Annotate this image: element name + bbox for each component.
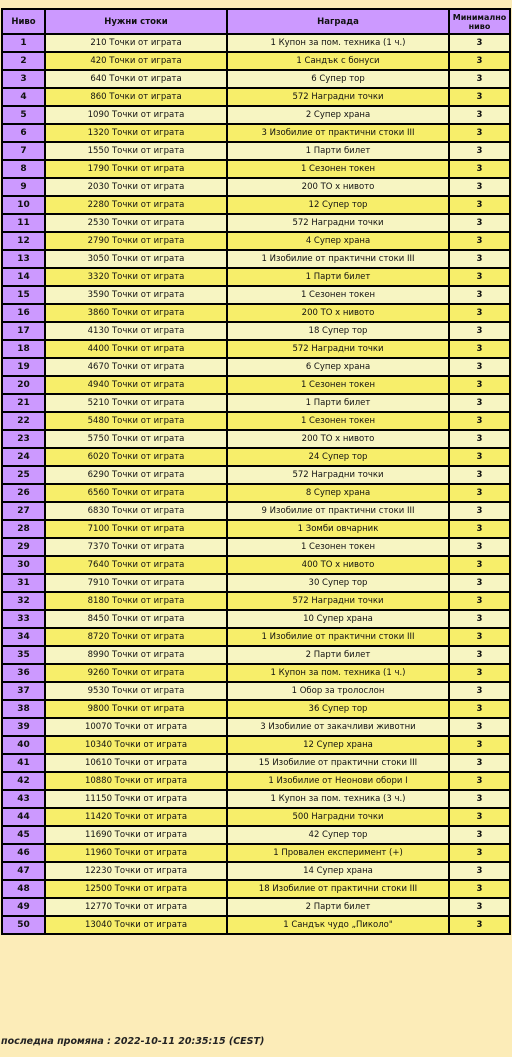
cell-level: 45 (2, 826, 45, 844)
cell-level: 12 (2, 232, 45, 250)
cell-level: 2 (2, 52, 45, 70)
table-row (2, 682, 510, 700)
cell-reward: 9 Изобилие от практични стоки III (227, 502, 449, 520)
table-row (2, 520, 510, 538)
cell-min-level: 3 (449, 502, 510, 520)
cell-reward: 200 ТО x нивото (227, 430, 449, 448)
cell-level: 6 (2, 124, 45, 142)
cell-level: 34 (2, 628, 45, 646)
cell-min-level: 3 (449, 394, 510, 412)
cell-level: 29 (2, 538, 45, 556)
cell-level: 24 (2, 448, 45, 466)
header-needed-goods: Нужни стоки (45, 9, 227, 34)
cell-level: 35 (2, 646, 45, 664)
cell-needed-goods: 4670 Точки от играта (45, 358, 227, 376)
table-row (2, 484, 510, 502)
cell-needed-goods: 4400 Точки от играта (45, 340, 227, 358)
cell-level: 25 (2, 466, 45, 484)
cell-min-level: 3 (449, 412, 510, 430)
table-row (2, 538, 510, 556)
cell-needed-goods: 6020 Точки от играта (45, 448, 227, 466)
cell-reward: 572 Наградни точки (227, 592, 449, 610)
table-row (2, 790, 510, 808)
cell-reward: 12 Супер храна (227, 736, 449, 754)
cell-level: 43 (2, 790, 45, 808)
cell-min-level: 3 (449, 34, 510, 52)
cell-min-level: 3 (449, 682, 510, 700)
cell-reward: 572 Наградни точки (227, 340, 449, 358)
table-row (2, 880, 510, 898)
cell-reward: 1 Сандък с бонуси (227, 52, 449, 70)
cell-needed-goods: 11690 Точки от играта (45, 826, 227, 844)
cell-needed-goods: 4940 Точки от играта (45, 376, 227, 394)
cell-reward: 200 ТО x нивото (227, 178, 449, 196)
last-modified-footer: последна промяна : 2022-10-11 20:35:15 (CEST) (1, 1036, 265, 1047)
cell-level: 44 (2, 808, 45, 826)
cell-min-level: 3 (449, 322, 510, 340)
cell-min-level: 3 (449, 268, 510, 286)
cell-min-level: 3 (449, 214, 510, 232)
table-row (2, 898, 510, 916)
cell-reward: 1 Провален експеримент (+) (227, 844, 449, 862)
cell-level: 37 (2, 682, 45, 700)
cell-reward: 8 Супер храна (227, 484, 449, 502)
cell-needed-goods: 8720 Точки от играта (45, 628, 227, 646)
cell-reward: 1 Купон за пом. техника (1 ч.) (227, 664, 449, 682)
cell-needed-goods: 210 Точки от играта (45, 34, 227, 52)
cell-needed-goods: 10610 Точки от играта (45, 754, 227, 772)
table-row (2, 862, 510, 880)
cell-min-level: 3 (449, 556, 510, 574)
cell-reward: 2 Парти билет (227, 898, 449, 916)
cell-reward: 1 Сезонен токен (227, 160, 449, 178)
cell-reward: 24 Супер тор (227, 448, 449, 466)
cell-reward: 1 Изобилие от практични стоки III (227, 250, 449, 268)
cell-reward: 1 Купон за пом. техника (3 ч.) (227, 790, 449, 808)
cell-min-level: 3 (449, 754, 510, 772)
cell-needed-goods: 3050 Точки от играта (45, 250, 227, 268)
cell-level: 38 (2, 700, 45, 718)
cell-min-level: 3 (449, 646, 510, 664)
cell-needed-goods: 9530 Точки от играта (45, 682, 227, 700)
table-row (2, 466, 510, 484)
cell-needed-goods: 3860 Точки от играта (45, 304, 227, 322)
cell-min-level: 3 (449, 142, 510, 160)
cell-needed-goods: 10880 Точки от играта (45, 772, 227, 790)
cell-min-level: 3 (449, 664, 510, 682)
cell-min-level: 3 (449, 358, 510, 376)
cell-level: 13 (2, 250, 45, 268)
cell-min-level: 3 (449, 232, 510, 250)
cell-needed-goods: 9260 Точки от играта (45, 664, 227, 682)
table-row (2, 808, 510, 826)
cell-needed-goods: 5750 Точки от играта (45, 430, 227, 448)
table-row (2, 628, 510, 646)
cell-level: 30 (2, 556, 45, 574)
cell-min-level: 3 (449, 772, 510, 790)
cell-needed-goods: 860 Точки от играта (45, 88, 227, 106)
cell-needed-goods: 3590 Точки от играта (45, 286, 227, 304)
cell-min-level: 3 (449, 376, 510, 394)
cell-level: 16 (2, 304, 45, 322)
cell-level: 7 (2, 142, 45, 160)
cell-needed-goods: 5210 Точки от играта (45, 394, 227, 412)
cell-needed-goods: 10070 Точки от играта (45, 718, 227, 736)
cell-reward: 6 Супер тор (227, 70, 449, 88)
cell-min-level: 3 (449, 304, 510, 322)
cell-reward: 1 Изобилие от Неонови обори I (227, 772, 449, 790)
cell-level: 47 (2, 862, 45, 880)
cell-min-level: 3 (449, 106, 510, 124)
table-row (2, 160, 510, 178)
table-header-row (2, 9, 510, 34)
cell-min-level: 3 (449, 196, 510, 214)
cell-needed-goods: 1090 Точки от играта (45, 106, 227, 124)
cell-level: 14 (2, 268, 45, 286)
cell-min-level: 3 (449, 286, 510, 304)
cell-min-level: 3 (449, 466, 510, 484)
cell-level: 17 (2, 322, 45, 340)
table-row (2, 376, 510, 394)
table-row (2, 250, 510, 268)
cell-needed-goods: 6560 Точки от играта (45, 484, 227, 502)
cell-needed-goods: 12500 Точки от играта (45, 880, 227, 898)
cell-needed-goods: 11960 Точки от играта (45, 844, 227, 862)
cell-reward: 1 Сезонен токен (227, 538, 449, 556)
cell-min-level: 3 (449, 520, 510, 538)
cell-min-level: 3 (449, 88, 510, 106)
cell-reward: 1 Сандък чудо „Пиколо" (227, 916, 449, 934)
cell-needed-goods: 9800 Точки от играта (45, 700, 227, 718)
cell-needed-goods: 7100 Точки от играта (45, 520, 227, 538)
cell-reward: 500 Наградни точки (227, 808, 449, 826)
cell-reward: 572 Наградни точки (227, 466, 449, 484)
cell-needed-goods: 4130 Точки от играта (45, 322, 227, 340)
cell-min-level: 3 (449, 574, 510, 592)
cell-needed-goods: 6830 Точки от играта (45, 502, 227, 520)
cell-needed-goods: 12230 Точки от играта (45, 862, 227, 880)
cell-needed-goods: 11420 Точки от играта (45, 808, 227, 826)
cell-min-level: 3 (449, 592, 510, 610)
cell-min-level: 3 (449, 430, 510, 448)
cell-level: 39 (2, 718, 45, 736)
cell-needed-goods: 8990 Точки от играта (45, 646, 227, 664)
cell-level: 48 (2, 880, 45, 898)
cell-needed-goods: 420 Точки от играта (45, 52, 227, 70)
header-min-level: Минимално ниво (449, 9, 510, 34)
cell-needed-goods: 13040 Точки от играта (45, 916, 227, 934)
cell-needed-goods: 7640 Точки от играта (45, 556, 227, 574)
cell-level: 15 (2, 286, 45, 304)
cell-reward: 1 Сезонен токен (227, 412, 449, 430)
cell-needed-goods: 7370 Точки от играта (45, 538, 227, 556)
cell-level: 32 (2, 592, 45, 610)
table-row (2, 700, 510, 718)
cell-level: 8 (2, 160, 45, 178)
cell-reward: 2 Супер храна (227, 106, 449, 124)
table-row (2, 142, 510, 160)
table-row (2, 430, 510, 448)
cell-min-level: 3 (449, 340, 510, 358)
cell-reward: 42 Супер тор (227, 826, 449, 844)
cell-reward: 1 Парти билет (227, 142, 449, 160)
cell-needed-goods: 8180 Точки от играта (45, 592, 227, 610)
table-row (2, 556, 510, 574)
cell-reward: 4 Супер храна (227, 232, 449, 250)
cell-level: 23 (2, 430, 45, 448)
cell-level: 4 (2, 88, 45, 106)
cell-min-level: 3 (449, 70, 510, 88)
header-reward: Награда (227, 9, 449, 34)
cell-level: 36 (2, 664, 45, 682)
cell-min-level: 3 (449, 808, 510, 826)
rewards-table (1, 8, 511, 935)
cell-level: 10 (2, 196, 45, 214)
cell-level: 3 (2, 70, 45, 88)
cell-reward: 15 Изобилие от практични стоки III (227, 754, 449, 772)
table-row (2, 34, 510, 52)
table-row (2, 646, 510, 664)
cell-min-level: 3 (449, 610, 510, 628)
cell-needed-goods: 7910 Точки от играта (45, 574, 227, 592)
table-row (2, 106, 510, 124)
cell-min-level: 3 (449, 862, 510, 880)
table-row (2, 232, 510, 250)
cell-reward: 14 Супер храна (227, 862, 449, 880)
cell-reward: 200 ТО x нивото (227, 304, 449, 322)
cell-level: 5 (2, 106, 45, 124)
cell-reward: 3 Изобилие от практични стоки III (227, 124, 449, 142)
cell-reward: 36 Супер тор (227, 700, 449, 718)
table-row (2, 52, 510, 70)
cell-min-level: 3 (449, 700, 510, 718)
cell-reward: 18 Изобилие от практични стоки III (227, 880, 449, 898)
cell-min-level: 3 (449, 898, 510, 916)
table-row (2, 592, 510, 610)
cell-min-level: 3 (449, 448, 510, 466)
cell-min-level: 3 (449, 736, 510, 754)
cell-level: 20 (2, 376, 45, 394)
cell-needed-goods: 1790 Точки от играта (45, 160, 227, 178)
cell-level: 49 (2, 898, 45, 916)
cell-level: 1 (2, 34, 45, 52)
table-row (2, 826, 510, 844)
cell-min-level: 3 (449, 250, 510, 268)
cell-level: 18 (2, 340, 45, 358)
table-row (2, 916, 510, 934)
cell-level: 40 (2, 736, 45, 754)
cell-min-level: 3 (449, 844, 510, 862)
table-row (2, 754, 510, 772)
rewards-table-container (0, 8, 511, 935)
cell-needed-goods: 10340 Точки от играта (45, 736, 227, 754)
table-row (2, 196, 510, 214)
cell-needed-goods: 5480 Точки от играта (45, 412, 227, 430)
table-row (2, 610, 510, 628)
cell-level: 11 (2, 214, 45, 232)
cell-reward: 3 Изобилие от закачливи животни (227, 718, 449, 736)
table-row (2, 412, 510, 430)
cell-min-level: 3 (449, 178, 510, 196)
cell-needed-goods: 2280 Точки от играта (45, 196, 227, 214)
cell-reward: 10 Супер храна (227, 610, 449, 628)
cell-reward: 1 Изобилие от практични стоки III (227, 628, 449, 646)
cell-reward: 572 Наградни точки (227, 214, 449, 232)
table-row (2, 70, 510, 88)
table-row (2, 502, 510, 520)
table-body (2, 34, 510, 934)
table-row (2, 214, 510, 232)
cell-needed-goods: 1320 Точки от играта (45, 124, 227, 142)
cell-level: 41 (2, 754, 45, 772)
cell-needed-goods: 2790 Точки от играта (45, 232, 227, 250)
cell-level: 21 (2, 394, 45, 412)
cell-needed-goods: 3320 Точки от играта (45, 268, 227, 286)
cell-reward: 1 Парти билет (227, 268, 449, 286)
cell-level: 26 (2, 484, 45, 502)
cell-reward: 572 Наградни точки (227, 88, 449, 106)
cell-reward: 1 Сезонен токен (227, 376, 449, 394)
cell-min-level: 3 (449, 628, 510, 646)
cell-level: 50 (2, 916, 45, 934)
cell-level: 42 (2, 772, 45, 790)
table-row (2, 286, 510, 304)
cell-min-level: 3 (449, 880, 510, 898)
table-row (2, 844, 510, 862)
cell-reward: 6 Супер храна (227, 358, 449, 376)
cell-reward: 2 Парти билет (227, 646, 449, 664)
table-row (2, 718, 510, 736)
cell-min-level: 3 (449, 826, 510, 844)
cell-reward: 30 Супер тор (227, 574, 449, 592)
cell-min-level: 3 (449, 790, 510, 808)
table-row (2, 772, 510, 790)
cell-min-level: 3 (449, 124, 510, 142)
cell-level: 28 (2, 520, 45, 538)
cell-min-level: 3 (449, 160, 510, 178)
cell-level: 27 (2, 502, 45, 520)
table-row (2, 268, 510, 286)
cell-reward: 400 ТО x нивото (227, 556, 449, 574)
cell-level: 46 (2, 844, 45, 862)
cell-reward: 12 Супер тор (227, 196, 449, 214)
cell-needed-goods: 8450 Точки от играта (45, 610, 227, 628)
cell-reward: 1 Зомби овчарник (227, 520, 449, 538)
cell-min-level: 3 (449, 538, 510, 556)
table-row (2, 448, 510, 466)
cell-needed-goods: 2530 Точки от играта (45, 214, 227, 232)
table-row (2, 574, 510, 592)
cell-reward: 18 Супер тор (227, 322, 449, 340)
cell-reward: 1 Сезонен токен (227, 286, 449, 304)
cell-min-level: 3 (449, 916, 510, 934)
table-row (2, 88, 510, 106)
table-row (2, 736, 510, 754)
header-level: Ниво (2, 9, 45, 34)
cell-needed-goods: 11150 Точки от играта (45, 790, 227, 808)
cell-reward: 1 Парти билет (227, 394, 449, 412)
cell-min-level: 3 (449, 718, 510, 736)
cell-min-level: 3 (449, 484, 510, 502)
table-row (2, 322, 510, 340)
cell-level: 31 (2, 574, 45, 592)
cell-needed-goods: 2030 Точки от играта (45, 178, 227, 196)
cell-needed-goods: 1550 Точки от играта (45, 142, 227, 160)
cell-needed-goods: 6290 Точки от играта (45, 466, 227, 484)
table-row (2, 358, 510, 376)
cell-min-level: 3 (449, 52, 510, 70)
cell-level: 33 (2, 610, 45, 628)
table-row (2, 664, 510, 682)
cell-needed-goods: 12770 Точки от играта (45, 898, 227, 916)
table-row (2, 178, 510, 196)
table-row (2, 124, 510, 142)
cell-level: 22 (2, 412, 45, 430)
table-row (2, 304, 510, 322)
cell-reward: 1 Купон за пом. техника (1 ч.) (227, 34, 449, 52)
table-row (2, 340, 510, 358)
cell-reward: 1 Обор за тролослон (227, 682, 449, 700)
cell-level: 19 (2, 358, 45, 376)
table-row (2, 394, 510, 412)
cell-needed-goods: 640 Точки от играта (45, 70, 227, 88)
cell-level: 9 (2, 178, 45, 196)
